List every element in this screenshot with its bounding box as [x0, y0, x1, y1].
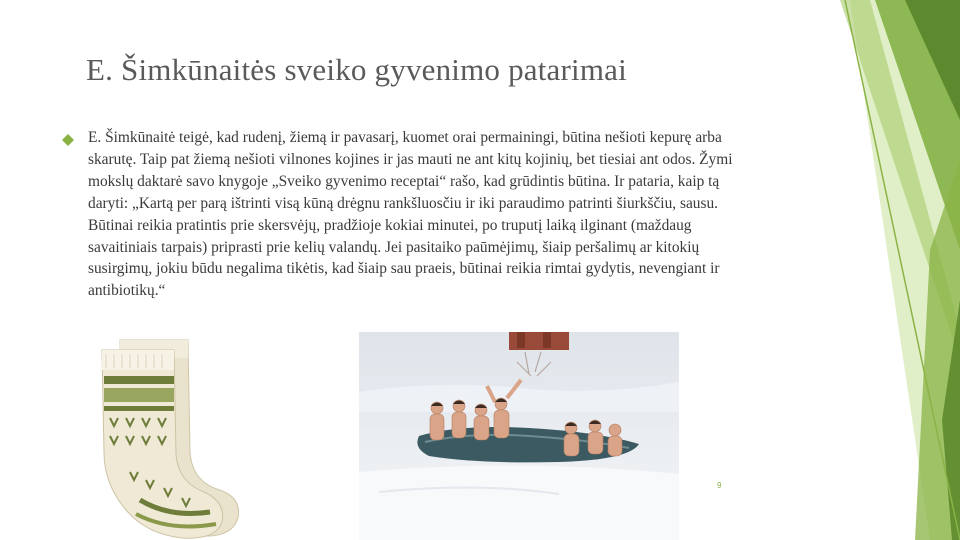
- winter-ice-swimming-photo: [359, 332, 679, 540]
- diamond-bullet-icon: [62, 134, 74, 146]
- decorative-green-facets: [730, 0, 960, 540]
- slide-title: E. Šimkūnaitės sveiko gyvenimo patarimai: [86, 52, 627, 87]
- bullet-text: E. Šimkūnaitė teigė, kad rudenį, žiemą ir pavasarį, kuomet orai permainingi, būtina nešioti kepurę arba skarutę. Taip pat žiemą nešioti vilnones kojines ir jas mauti ne ant kitų kojinių, bet tiesiai ant odos. Žymi mokslų daktarė savo knygoje „Sveiko gyvenimo receptai“ rašo, kad grūdintis būtina. Ir pataria, kaip tą daryti: „Kartą per parą ištrinti visą kūną drėgnu rankšluosčiu ir iki paraudimo patrinti šiurkščiu, sausu. Būtinai reikia pratintis prie skersvėjų, pradžioje kokiai minutei, po truputį laiką ilginant (maždaug savaitiniais tarpais) priprasti prie kelių valandų. Jei pasitaiko paūmėjimų, šiaip peršalimų ar kitokių susirgimų, jokiu būdu negalima tikėtis, kad šiaip sau praeis, būtinai reikia rimtai gydytis, nevengiant ir antibiotikų.“: [88, 129, 733, 300]
- knitted-wool-socks-photo: [80, 332, 248, 540]
- page-number: 9: [717, 481, 722, 490]
